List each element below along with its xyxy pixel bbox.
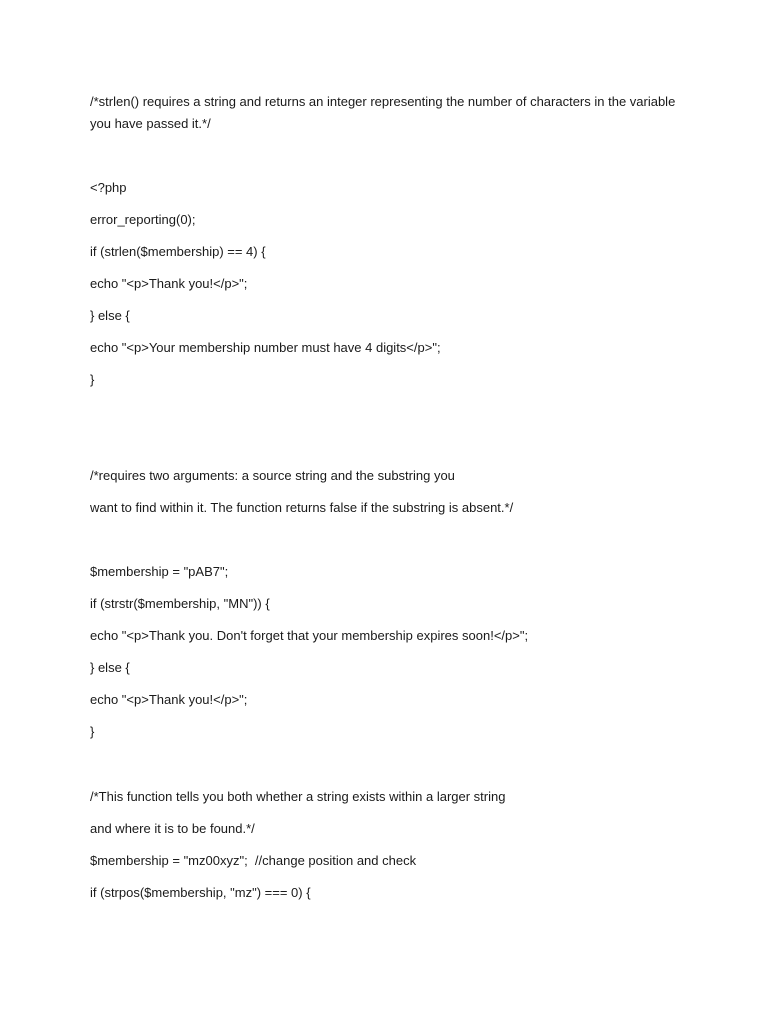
code-line-echo-4-digits: echo "<p>Your membership number must have 4 digits</p>"; <box>90 340 441 355</box>
code-line-echo-expires: echo "<p>Thank you. Don't forget that your membership expires soon!</p>"; <box>90 628 529 643</box>
code-line-if-strstr: if (strstr($membership, "MN")) { <box>90 596 270 611</box>
code-line-else: } else { <box>90 308 130 323</box>
code-line-membership-assign: $membership = "pAB7"; <box>90 564 229 579</box>
code-line-echo-thank-you: echo "<p>Thank you!</p>"; <box>90 276 248 291</box>
comment-strpos-line-1: /*This function tells you both whether a string exists within a larger string <box>90 789 506 804</box>
code-line-membership-assign-2: $membership = "mz00xyz"; //change position and check <box>90 853 417 868</box>
code-line-error-reporting: error_reporting(0); <box>90 212 196 227</box>
code-line-echo-thank-you-2: echo "<p>Thank you!</p>"; <box>90 692 248 707</box>
code-line-else-2: } else { <box>90 660 130 675</box>
comment-strstr-line-2: want to find within it. The function returns false if the substring is absent.*/ <box>90 500 514 515</box>
code-line-close-brace: } <box>90 372 95 387</box>
code-line-if-strpos: if (strpos($membership, "mz") === 0) { <box>90 885 311 900</box>
comment-strstr-line-1: /*requires two arguments: a source string and the substring you <box>90 468 455 483</box>
comment-strpos-line-2: and where it is to be found.*/ <box>90 821 255 836</box>
code-line-close-brace-2: } <box>90 724 95 739</box>
code-line-php-open: <?php <box>90 180 127 195</box>
comment-strlen: /*strlen() requires a string and returns an integer representing the number of characters in the variable you have passed it.*/ <box>90 94 676 131</box>
code-line-if-strlen: if (strlen($membership) == 4) { <box>90 244 266 259</box>
